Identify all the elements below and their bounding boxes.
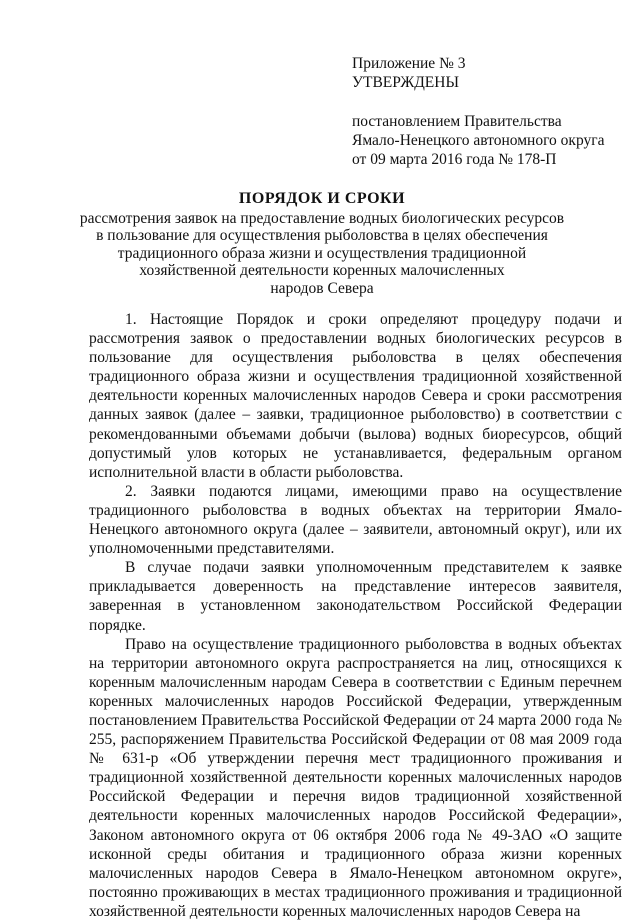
- approved-label: УТВЕРЖДЕНЫ: [352, 74, 459, 91]
- title-sub-line: в пользование для осуществления рыболовства в целях обеспечения: [96, 227, 548, 245]
- document-title: [72, 190, 572, 298]
- title-sub-line: народов Севера: [270, 279, 374, 297]
- paragraph-1: 1. Настоящие Порядок и сроки определяют процедуру подачи и рассмотрения заявок о предоставлении водных биологических ресурсов в пользование для осуществления рыболовства в целях обеспечения традиционного образа жизни и осуществления традиционной хозяйственной деятельности коренных малочисленных народов Севера и сроки рассмотрения данных заявок (далее – заявки, традиционное рыболовство) в соответствии с рекомендованными объемами добычи (вылова) водных биоресурсов, общий допустимый улов которых не устанавливается, федеральным органом исполнительной власти в области рыболовства.: [89, 311, 622, 481]
- title-sub-line: хозяйственной деятельности коренных малочисленных: [139, 262, 505, 280]
- paragraph-2: 2. Заявки подаются лицами, имеющими право на осуществление традиционного рыболовства в водных объектах на территории Ямало-Ненецкого автономного округа (далее – заявители, автономный округ), или их уполномоченными представителями.: [89, 482, 622, 558]
- title-sub-line: традиционного образа жизни и осуществления традиционной: [117, 244, 527, 262]
- approval-line-1: постановлением Правительства: [352, 113, 562, 130]
- appendix-number: Приложение № 3: [352, 55, 466, 72]
- approval-line-3: от 09 марта 2016 года № 178-П: [352, 151, 557, 168]
- document-body: [89, 310, 622, 921]
- appendix-header: [352, 54, 622, 169]
- approval-line-2: Ямало-Ненецкого автономного округа: [352, 132, 605, 149]
- title-main: ПОРЯДОК И СРОКИ: [238, 190, 406, 207]
- title-sub-line: рассмотрения заявок на предоставление водных биологических ресурсов: [79, 209, 565, 227]
- paragraph-4: Право на осуществление традиционного рыболовства в водных объектах на территории автономного округа распространяется на лиц, относящихся к коренным малочисленным народам Севера в соответствии с Единым перечнем коренных малочисленных народов Российской Федерации, утвержденным постановлением Правительства Российской Федерации от 24 марта 2000 года № 255, распоряжением Правительства Российской Федерации от 08 мая 2009 года № 631-р «Об утверждении перечня мест традиционного проживания и традиционной хозяйственной деятельности коренных малочисленных народов Российской Федерации и перечня видов традиционной хозяйственной деятельности коренных малочисленных народов Российской Федерации», Законом автономного округа от 06 октября 2006 года № 49-ЗАО «О защите исконной среды обитания и традиционного образа жизни коренных малочисленных народов Севера в Ямало-Ненецком автономном округе», постоянно проживающих в местах традиционного проживания и традиционной хозяйственной деятельности коренных малочисленных народов Севера на: [89, 635, 622, 920]
- paragraph-3: В случае подачи заявки уполномоченным представителем к заявке прикладывается доверенность на представление интересов заявителя, заверенная в установленном законодательством Российской Федерации порядке.: [89, 559, 622, 634]
